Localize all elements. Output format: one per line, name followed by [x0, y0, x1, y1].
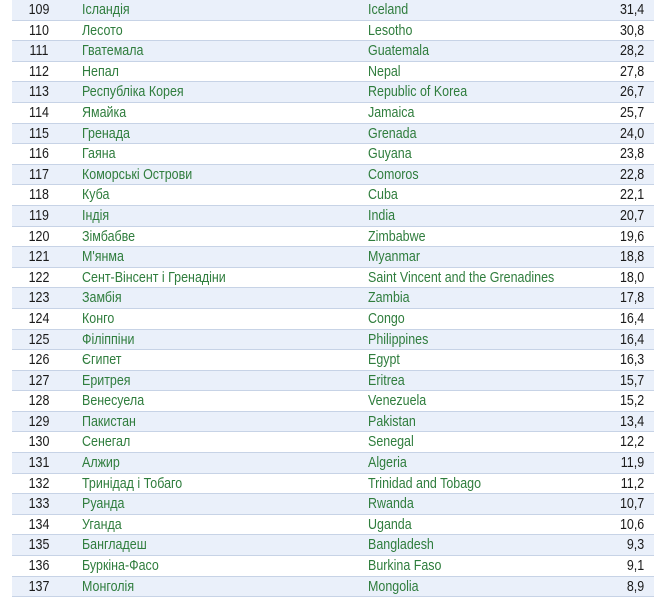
rank-cell: 121	[28, 249, 50, 266]
ukrainian-name-cell: Індія	[82, 207, 110, 224]
value-cell: 31,4	[619, 2, 644, 18]
table-row	[12, 535, 654, 556]
rank-cell: 126	[28, 352, 50, 369]
rank-cell: 137	[28, 578, 50, 595]
table-row	[12, 577, 654, 598]
english-name-cell: Lesotho	[368, 22, 413, 39]
table-row	[12, 371, 654, 392]
value-cell: 9,3	[626, 537, 644, 554]
ukrainian-name-cell: Лесото	[82, 22, 123, 39]
english-name-cell: Congo	[368, 310, 405, 327]
rank-cell: 113	[29, 84, 49, 101]
english-name-cell: Algeria	[368, 455, 407, 472]
value-cell: 22,1	[619, 187, 644, 204]
rank-cell: 129	[28, 413, 50, 430]
english-name-cell: Egypt	[368, 352, 400, 369]
table-row	[12, 288, 654, 309]
english-name-cell: Eritrea	[368, 372, 405, 389]
value-cell: 16,4	[619, 310, 644, 327]
english-name-cell: Grenada	[368, 125, 417, 142]
english-name-cell: Zambia	[368, 290, 410, 307]
ukrainian-name-cell: Руанда	[82, 496, 125, 513]
rank-cell: 118	[29, 187, 49, 204]
english-name-cell: Philippines	[368, 331, 429, 348]
table-row	[12, 62, 654, 83]
value-cell: 17,8	[619, 290, 644, 307]
table-row	[12, 391, 654, 412]
table-row	[12, 185, 654, 206]
value-cell: 15,2	[619, 393, 644, 410]
rank-cell: 128	[28, 393, 50, 410]
english-name-cell: India	[368, 207, 396, 224]
table-row	[12, 268, 654, 289]
table-row	[12, 453, 654, 474]
rank-cell: 125	[28, 331, 50, 348]
ukrainian-name-cell: Алжир	[82, 455, 120, 472]
english-name-cell: Cuba	[368, 187, 398, 204]
rank-cell: 132	[28, 475, 50, 492]
table-row	[12, 474, 654, 495]
value-cell: 11,9	[620, 455, 644, 472]
english-name-cell: Saint Vincent and the Grenadines	[368, 269, 555, 286]
rank-cell: 124	[28, 310, 50, 327]
value-cell: 8,9	[626, 578, 644, 595]
english-name-cell: Myanmar	[368, 249, 420, 266]
rank-cell: 111	[29, 43, 49, 60]
ukrainian-name-cell: Бангладеш	[82, 537, 147, 554]
table-row	[12, 206, 654, 227]
table-row	[12, 0, 654, 21]
ukrainian-name-cell: Зімбабве	[82, 228, 136, 245]
table-row	[12, 494, 654, 515]
value-cell: 16,4	[619, 331, 644, 348]
ukrainian-name-cell: Монголія	[82, 578, 135, 595]
english-name-cell: Venezuela	[368, 393, 427, 410]
ukrainian-name-cell: Республіка Корея	[82, 84, 184, 101]
table-row	[12, 103, 654, 124]
english-name-cell: Trinidad and Tobago	[368, 475, 482, 492]
rank-cell: 116	[29, 146, 49, 163]
ukrainian-name-cell: Еритрея	[82, 372, 131, 389]
english-name-cell: Guatemala	[368, 43, 430, 60]
ukrainian-name-cell: Ямайка	[82, 104, 127, 121]
ukrainian-name-cell: Гаяна	[82, 146, 116, 163]
english-name-cell: Burkina Faso	[368, 558, 442, 575]
value-cell: 16,3	[619, 352, 644, 369]
english-name-cell: Nepal	[368, 63, 401, 80]
table-row	[12, 556, 654, 577]
value-cell: 22,8	[619, 166, 644, 183]
ukrainian-name-cell: Замбія	[82, 290, 122, 307]
table-row	[12, 165, 654, 186]
ukrainian-name-cell: Пакистан	[82, 413, 136, 430]
rank-cell: 134	[28, 516, 50, 533]
ukrainian-name-cell: Коморські Острови	[82, 166, 193, 183]
value-cell: 23,8	[619, 146, 644, 163]
rank-cell: 115	[29, 125, 49, 142]
ukrainian-name-cell: Венесуела	[82, 393, 145, 410]
ukrainian-name-cell: Сент-Вінсент і Гренадіни	[82, 269, 226, 286]
value-cell: 18,8	[619, 249, 644, 266]
rank-cell: 127	[28, 372, 50, 389]
english-name-cell: Iceland	[368, 2, 409, 18]
rank-cell: 135	[28, 537, 50, 554]
ukrainian-name-cell: Сенегал	[82, 434, 131, 451]
value-cell: 9,1	[626, 558, 644, 575]
english-name-cell: Guyana	[368, 146, 412, 163]
rank-cell: 112	[29, 63, 49, 80]
ukrainian-name-cell: Гватемала	[82, 43, 144, 60]
value-cell: 27,8	[619, 63, 644, 80]
english-name-cell: Republic of Korea	[368, 84, 468, 101]
ukrainian-name-cell: Філіппіни	[82, 331, 135, 348]
ukrainian-name-cell: Гренада	[82, 125, 130, 142]
ukrainian-name-cell: Ісландія	[82, 2, 130, 18]
english-name-cell: Comoros	[368, 166, 419, 183]
table-row	[12, 432, 654, 453]
english-name-cell: Jamaica	[368, 104, 415, 121]
rank-cell: 130	[28, 434, 50, 451]
rank-cell: 109	[28, 2, 50, 18]
value-cell: 24,0	[619, 125, 644, 142]
english-name-cell: Pakistan	[368, 413, 416, 430]
english-name-cell: Rwanda	[368, 496, 414, 513]
rank-cell: 114	[29, 104, 49, 121]
ukrainian-name-cell: Єгипет	[82, 352, 122, 369]
ukrainian-name-cell: Конго	[82, 310, 115, 327]
table-row	[12, 309, 654, 330]
english-name-cell: Bangladesh	[368, 537, 434, 554]
english-name-cell: Uganda	[368, 516, 412, 533]
table-row	[12, 21, 654, 42]
ukrainian-name-cell: Буркіна-Фасо	[82, 558, 159, 575]
value-cell: 15,7	[619, 372, 644, 389]
ukrainian-name-cell: Тринідад і Тобаго	[82, 475, 183, 492]
rank-cell: 136	[28, 558, 50, 575]
table-row	[12, 515, 654, 536]
value-cell: 10,6	[619, 516, 644, 533]
table-row	[12, 247, 654, 268]
rank-cell: 123	[28, 290, 50, 307]
rank-cell: 120	[28, 228, 50, 245]
value-cell: 12,2	[619, 434, 644, 451]
english-name-cell: Zimbabwe	[368, 228, 426, 245]
ukrainian-name-cell: Уганда	[82, 516, 122, 533]
english-name-cell: Senegal	[368, 434, 414, 451]
country-table	[12, 0, 654, 597]
ukrainian-name-cell: М'янма	[82, 249, 124, 266]
value-cell: 18,0	[619, 269, 644, 286]
table-row	[12, 412, 654, 433]
table-row	[12, 82, 654, 103]
english-name-cell: Mongolia	[368, 578, 419, 595]
value-cell: 11,2	[620, 475, 644, 492]
ukrainian-name-cell: Непал	[82, 63, 119, 80]
ukrainian-name-cell: Куба	[82, 187, 110, 204]
value-cell: 30,8	[619, 22, 644, 39]
table-row	[12, 227, 654, 248]
value-cell: 13,4	[619, 413, 644, 430]
value-cell: 25,7	[619, 104, 644, 121]
table-row	[12, 350, 654, 371]
table-row	[12, 330, 654, 351]
rank-cell: 119	[29, 207, 49, 224]
value-cell: 26,7	[619, 84, 644, 101]
table-row	[12, 124, 654, 145]
rank-cell: 110	[29, 22, 49, 39]
value-cell: 20,7	[619, 207, 644, 224]
rank-cell: 131	[28, 455, 50, 472]
value-cell: 10,7	[619, 496, 644, 513]
value-cell: 19,6	[619, 228, 644, 245]
rank-cell: 122	[28, 269, 50, 286]
table-row	[12, 41, 654, 62]
value-cell: 28,2	[619, 43, 644, 60]
rank-cell: 117	[29, 166, 49, 183]
table-row	[12, 144, 654, 165]
rank-cell: 133	[28, 496, 50, 513]
